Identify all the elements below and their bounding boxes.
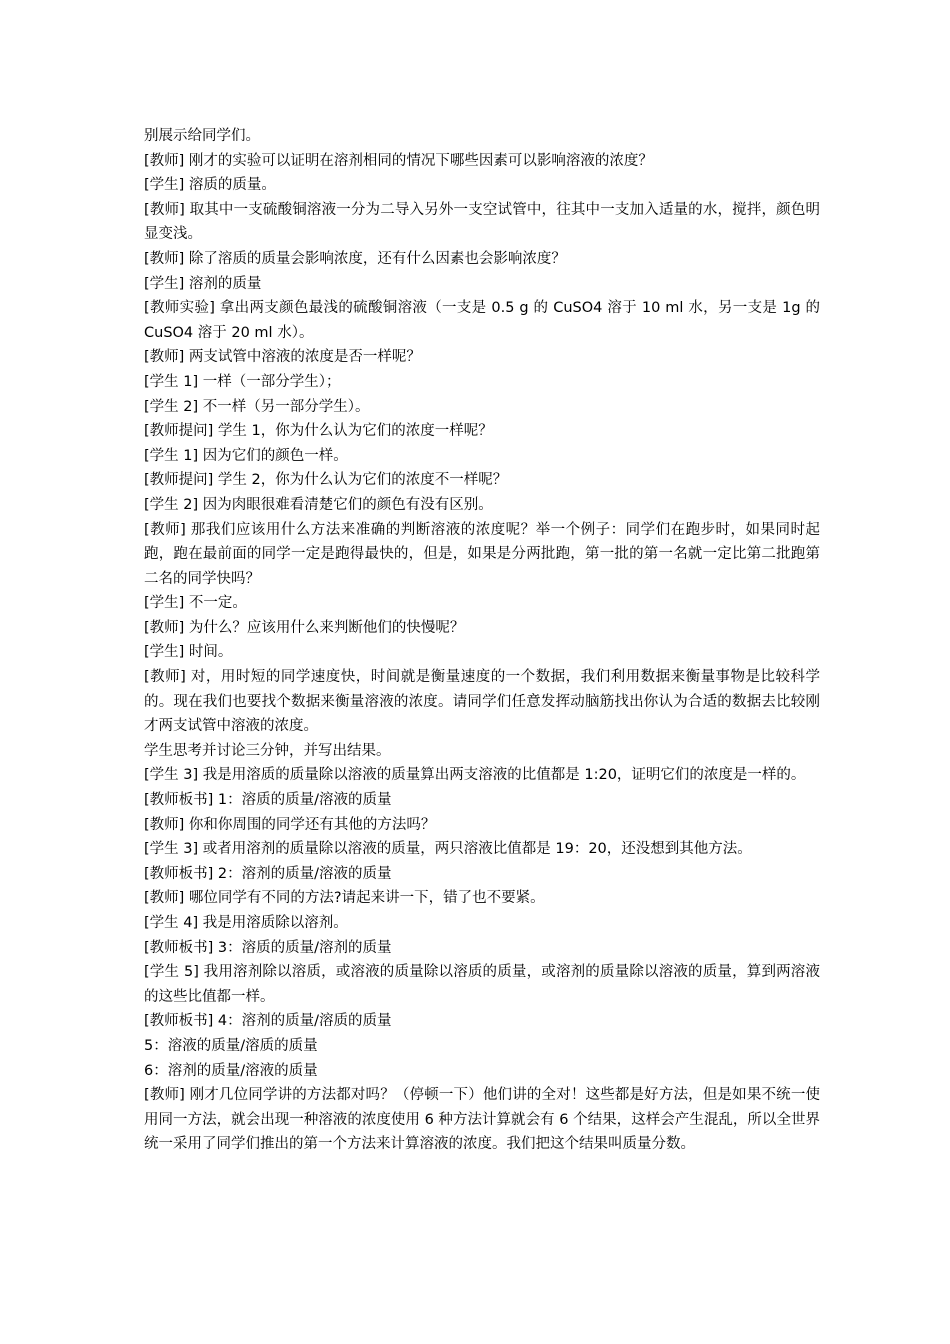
paragraph: [学生 4] 我是用溶质除以溶剂。 [144,915,348,931]
paragraph: [教师实验] 拿出两支颜色最浅的硫酸铜溶液（一支是 0.5 g 的 CuSO4 溶于 10 ml 水，另一支是 1g 的 CuSO4 溶于 20 ml 水）。 [144,300,820,341]
paragraph: 学生思考并讨论三分钟，并写出结果。 [144,742,391,759]
paragraph: [教师] 那我们应该用什么方法来准确的判断溶液的浓度呢？举一个例子：同学们在跑步时，如果同时起跑，跑在最前面的同学一定是跑得最快的，但是，如果是分两批跑，第一批的第一名就一定比第二批跑第二名的同学快吗？ [144,521,820,587]
paragraph: [学生] 不一定。 [144,595,247,612]
paragraph: 6：溶剂的质量/溶液的质量 [144,1062,318,1079]
paragraph: [教师] 除了溶质的质量会影响浓度，还有什么因素也会影响浓度？ [144,250,566,267]
paragraph: [学生 2] 因为肉眼很难看清楚它们的颜色有没有区别。 [144,496,493,513]
paragraph: [学生] 溶剂的质量 [144,275,262,292]
paragraph: [教师] 两支试管中溶液的浓度是否一样呢？ [144,349,421,366]
document-body [144,124,820,1157]
paragraph: [学生 1] 因为它们的颜色一样。 [144,447,348,464]
paragraph: [教师] 为什么？应该用什么来判断他们的快慢呢？ [144,619,465,636]
paragraph: [学生 3] 我是用溶质的质量除以溶液的质量算出两支溶液的比值都是 1:20，证明它们的浓度是一样的。 [144,767,806,784]
paragraph: [教师板书] 4：溶剂的质量/溶质的质量 [144,1013,392,1030]
paragraph: [教师提问] 学生 1，你为什么认为它们的浓度一样呢？ [144,423,493,440]
paragraph: [教师] 你和你周围的同学还有其他的方法吗？ [144,816,436,833]
paragraph: [教师板书] 2：溶剂的质量/溶液的质量 [144,865,392,882]
paragraph: 别展示给同学们。 [144,128,260,144]
paragraph: [教师板书] 1：溶质的质量/溶液的质量 [144,792,392,809]
paragraph: 5：溶液的质量/溶质的质量 [144,1037,318,1054]
paragraph: [教师] 刚才的实验可以证明在溶剂相同的情况下哪些因素可以影响溶液的浓度？ [144,152,653,169]
paragraph: [教师提问] 学生 2，你为什么认为它们的浓度不一样呢？ [144,472,508,489]
paragraph: [学生 5] 我用溶剂除以溶质，或溶液的质量除以溶质的质量，或溶剂的质量除以溶液的质量，算到两溶液的这些比值都一样。 [144,964,820,1005]
paragraph: [教师] 刚才几位同学讲的方法都对吗？（停顿一下）他们讲的全对！这些都是好方法，但是如果不统一使用同一方法，就会出现一种溶液的浓度使用 6 种方法计算就会有 6 个结果，这样会产生混乱，所以全世界统一采用了同学们推出的第一个方法来计算溶液的浓度。我们把这个结果叫质量分数。 [144,1087,820,1153]
paragraph: [教师] 对，用时短的同学速度快，时间就是衡量速度的一个数据，我们利用数据来衡量事物是比较科学的。现在我们也要找个数据来衡量溶液的浓度。请同学们任意发挥动脑筋找出你认为合适的数据去比较刚才两支试管中溶液的浓度。 [144,669,820,735]
paragraph: [学生 2] 不一样（另一部分学生）。 [144,398,370,415]
paragraph: [教师板书] 3：溶质的质量/溶剂的质量 [144,939,392,956]
paragraph: [教师] 哪位同学有不同的方法?请起来讲一下，错了也不要紧。 [144,890,545,907]
paragraph: [学生] 溶质的质量。 [144,177,276,194]
paragraph: [学生 3] 或者用溶剂的质量除以溶液的质量，两只溶液比值都是 19：20，还没想到其他方法。 [144,841,752,858]
paragraph: [学生 1] 一样（一部分学生）； [144,373,341,390]
paragraph: [学生] 时间。 [144,644,233,661]
paragraph: [教师] 取其中一支硫酸铜溶液一分为二导入另外一支空试管中，往其中一支加入适量的水，搅拌，颜色明显变浅。 [144,201,820,243]
